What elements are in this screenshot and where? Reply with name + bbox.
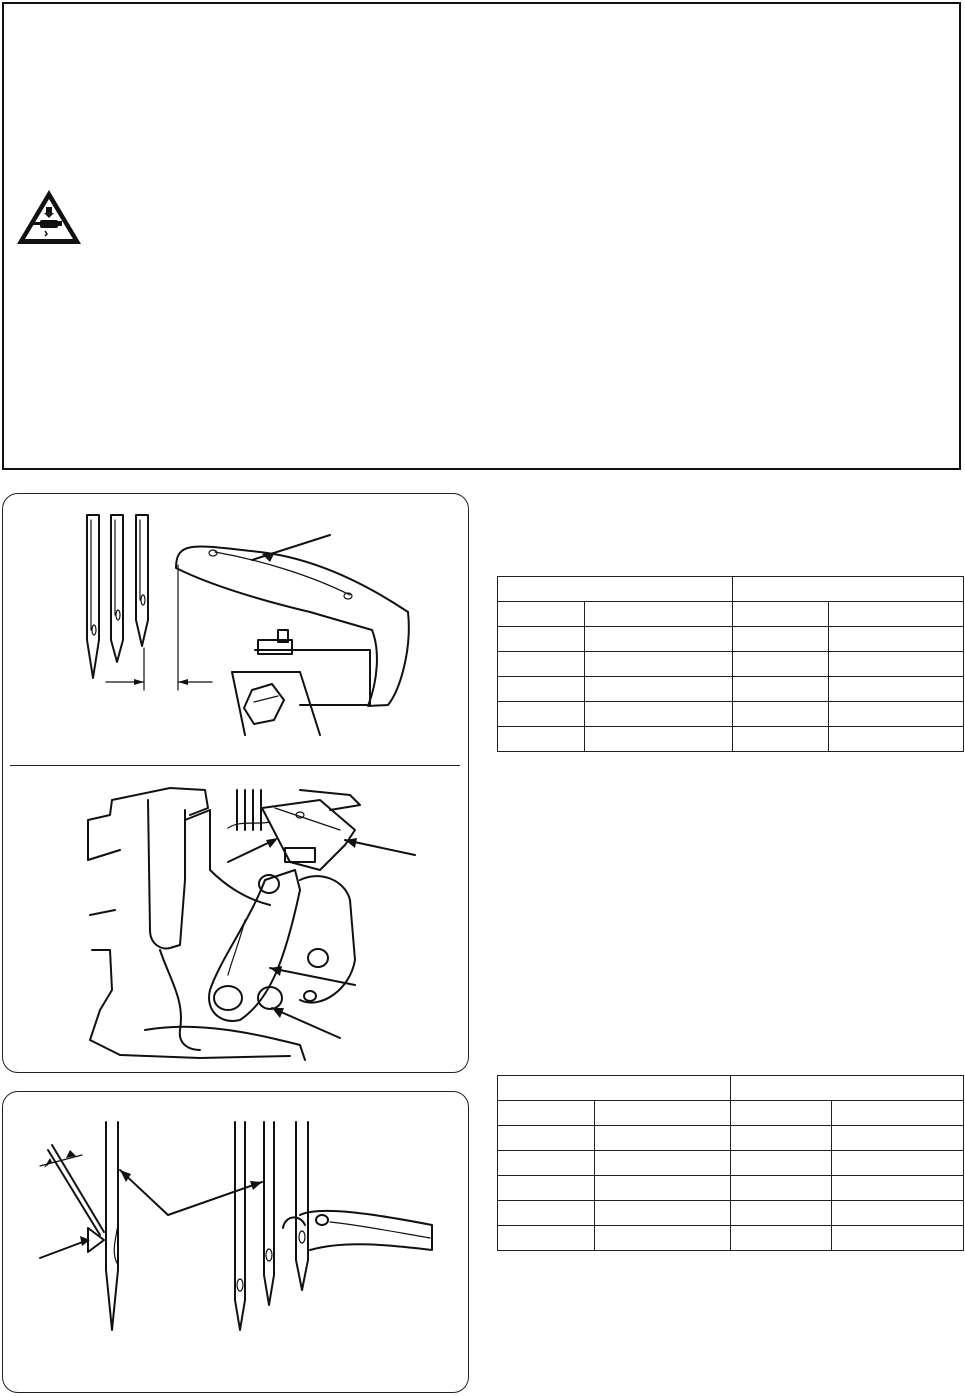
table-row: [498, 1126, 964, 1151]
table-row: [498, 677, 964, 702]
table-row: [498, 1076, 964, 1101]
table-row: [498, 627, 964, 652]
table-row: [498, 1201, 964, 1226]
table-row: [498, 1226, 964, 1251]
leader-arrow-needle-b: [250, 1181, 262, 1190]
spec-table-1: [497, 576, 964, 752]
table-row: [498, 577, 964, 602]
table-row: [498, 602, 964, 627]
leader-arrow-needle-a: [120, 1170, 131, 1182]
table-row: [498, 727, 964, 752]
table-row: [498, 1176, 964, 1201]
table-row: [498, 1101, 964, 1126]
table-row: [498, 1151, 964, 1176]
table-row: [498, 652, 964, 677]
table-row: [498, 702, 964, 727]
spec-table-2: [497, 1075, 964, 1251]
